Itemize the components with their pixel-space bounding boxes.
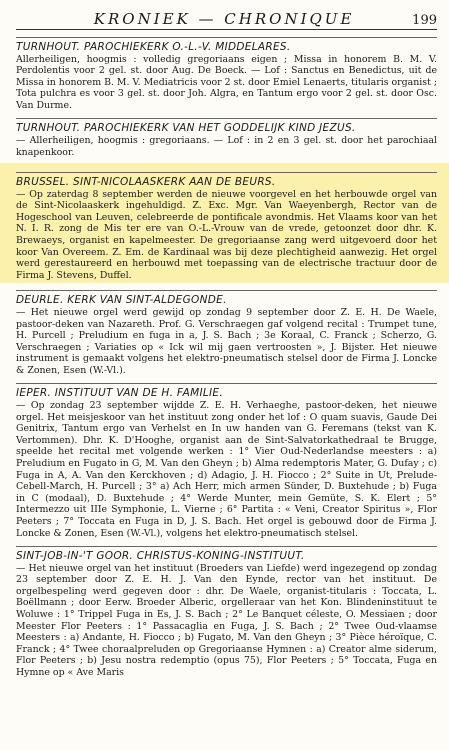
entry-body: Allerheiligen, hoogmis : volledig gregoriaans eigen ; Missa in honorem B. M. V. Perdolentis voor 2 gel. st. door Aug. De Boeck. — Lof : Sanctus en Benedictus, uit de Missa in honorem B. M. V. Mediatricis voor 2 st. door Emiel Lenaerts, titularis organist ; Tota pulchra es voor 3 gel. st. door Joh. Algra, en Tantum ergo voor 2 gel. st. door Osc. Van Durme. [16,53,437,111]
section-divider [16,290,437,291]
entry-heading: SINT-JOB-IN-'T GOOR. CHRISTUS-KONING-INSTITUUT. [16,550,305,563]
entry-sint-job-in-t-goor [16,546,437,678]
entry-brussel-sint-nicolaas [0,163,449,283]
section-divider [16,383,437,384]
entry-turnhout-goddelijk-kind [16,118,437,158]
entry-heading: BRUSSEL. SINT-NICOLAASKERK AAN DE BEURS. [16,176,276,189]
entry-body: — Op zaterdag 8 september werden de nieuwe voorgevel en het herbouwde orgel van de Sint-Nicolaaskerk ingehuldigd. Z. Exc. Mgr. Van Waeyenbergh, Rector van de Hogeschool van Leuven, celebreerde de pontificale avondmis. Het Vlaams koor van het N. I. R. zong de Mis ter ere van O.-L.-Vrouw van de vrede, getoonzet door dhr. K. Brewaeys, organist en kapelmeester. De gregoriaanse zang werd uitgevoerd door het koor Van Overeem. Z. Em. de Kardinaal was bij deze plechtigheid aanwezig. Het orgel werd gerestaureerd en herbouwd met toepassing van de electrische tractuur door de Firma J. Stevens, Duffel. [16,188,437,281]
page-number: 199 [412,13,437,28]
entry-body: — Het nieuwe orgel werd gewijd op zondag 9 september door Z. E. H. De Waele, pastoor-deken van Nazareth. Prof. G. Verschraegen gaf volgend recital : Trumpet tune, H. Purcell ; Preludium en fuga in a, J. S. Bach ; 3e Koraal, C. Franck ; Scherzo, G. Verschraegen ; Variaties op « Ick wil mij gaen vertroosten », J. Bijster. Het nieuwe instrument is gemaakt volgens het elektro-pneumatisch stelsel door de Firma J. Loncke & Zonen, Esen (W.-Vl.). [16,306,437,376]
entry-heading: TURNHOUT. PAROCHIEKERK O.-L.-V. MIDDELARES. [16,41,291,53]
section-divider [16,546,437,547]
entry-turnhout-middelares [16,37,437,111]
section-divider [16,172,437,173]
entry-heading: DEURLE. KERK VAN SINT-ALDEGONDE. [16,294,227,307]
entry-heading: TURNHOUT. PAROCHIEKERK VAN HET GODDELIJK KIND JEZUS. [16,122,356,135]
section-divider [16,118,437,119]
running-title: KRONIEK — CHRONIQUE [93,10,355,28]
section-divider [16,37,437,38]
entry-heading: IEPER. INSTITUUT VAN DE H. FAMILIE. [16,387,223,400]
entry-body: — Het nieuwe orgel van het instituut (Broeders van Liefde) werd ingezegend op zondag 23 september door Z. E. H. J. Van den Eynde, rector van het instituut. De orgelbespeling werd gegeven door : dhr. De Waele, organist-titularis : Toccata, L. Boëllmann ; door Eerw. Broeder Alberic, orgelleraar van het Kon. Blindeninstituut te Woluwe : 1° Trippel Fuga in Es, J. S. Bach ; 2° Le Banquet céleste, O. Messiaen ; door Meester Flor Peeters : 1° Passacaglia en Fuga, J. S. Bach ; 2° Twee Oud-vlaamse Meesters : a) Andante, H. Fiocco ; b) Fugato, M. Van den Gheyn ; 3° Pièce héroïque, C. Franck ; 4° Twee choraalpreluden op Gregoriaanse Hymnen : a) Creator alme siderum, Flor Peeters ; b) Jesu nostra redemptio (opus 75), Flor Peeters ; 5° Toccata, Fuga en Hymne op « Ave Maris [16,562,437,678]
entry-deurle-sint-aldegonde [16,290,437,376]
entry-body: — Allerheiligen, hoogmis : gregoriaans. — Lof : in 2 en 3 gel. st. door het parochiaal knapenkoor. [16,134,437,158]
entry-body: — Op zondag 23 september wijdde Z. E. H. Verhaeghe, pastoor-deken, het nieuwe orgel. Het meisjeskoor van het instituut zong onder het lof : O quam suavis, Gaude Dei Genitrix, Tantum ergo van Verhelst en In uw handen van G. Feremans (tekst van K. Vertommen). Dhr. K. D'Hooghe, organist aan de Sint-Salvatorkathedraal te Brugge, speelde het recital met volgende werken : 1° Vier Oud-Nederlandse meesters : a) Preludium en Fugato in G, M. Van den Gheyn ; b) Alma redemptoris Mater, G. Dufay ; c) Fuga in A, A. Van den Kerckhoven ; d) Adagio, J. H. Fiocco ; 2° Suite in Ut, Prelude-Cebell-March, H. Purcell ; 3° a) Ach Herr, mich armen Sünder, D. Buxtehude ; b) Fuga in C (modaal), D. Buxtehude ; 4° Werde Munter, mein Gemüte, S. K. Elert ; 5° Intermezzo uit IIIe Symphonie, L. Vierne ; 6° Partita : « Veni, Creator Spiritus », Flor Peeters ; 7° Toccata en Fuga in D, J. S. Bach. Het orgel is gebouwd door de Firma J. Loncke & Zonen, Esen (W.-Vl.), volgens het elektro-pneumatisch stelsel. [16,399,437,539]
entry-ieper-h-familie [16,383,437,539]
running-head [16,0,437,30]
